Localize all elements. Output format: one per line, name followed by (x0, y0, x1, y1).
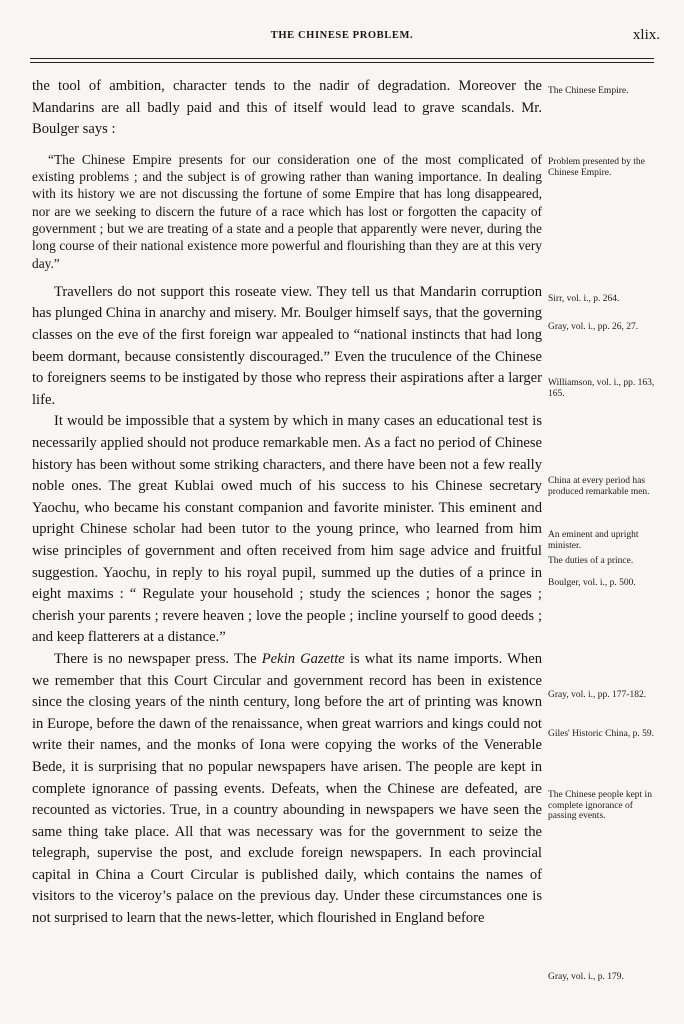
margin-note: Gray, vol. i., p. 179. (548, 972, 624, 982)
margin-note: Sirr, vol. i., p. 264. (548, 294, 620, 304)
page-number: xlix. (632, 27, 660, 43)
margin-note: China at every period has produced remarkable men. (548, 476, 650, 497)
margin-note: The duties of a prince. (548, 556, 634, 566)
main-text-column (32, 76, 542, 930)
paragraph: Travellers do not support this roseate view. They tell us that Mandarin corruption has plunged China in anarchy and misery. Mr. Boulger himself says, that the governing classes on the eve of the first foreign war appealed to “national instincts that had long beem dormant, because consistently discouraged.” Even the truculence of the Chinese to foreigners seems to be instigated by those who repress their aspirations after a larger life. (32, 283, 542, 408)
running-title: THE CHINESE PROBLEM. (270, 30, 414, 41)
margin-note: Giles' Historic China, p. 59. (548, 729, 654, 739)
margin-note: Gray, vol. i., pp. 26, 27. (548, 322, 639, 332)
header-rule (30, 62, 654, 63)
margin-note: Gray, vol. i., pp. 177-182. (548, 690, 647, 700)
margin-note: An eminent and upright minister. (548, 530, 639, 551)
margin-note: Williamson, vol. i., pp. 163, 165. (548, 378, 655, 399)
paragraph: It would be impossible that a system by which in many cases an educational test is necessarily applied should not produce remarkable men. As a fact no period of Chinese history has been without some striking characters, and there have been not a few really noble ones. The great Kublai owed much of his success to his Chinese secretary Yaochu, who became his constant companion and favorite minister. This eminent and upright Chinese scholar had been tutor to the young prince, who learned from him wise principles of government and often received from him sage advice and fruitful suggestion. Yaochu, in reply to his royal pupil, summed up the duties of a prince in eight maxims : “ Regulate your household ; study the sciences ; honor the sages ; cherish your parents ; revere heaven ; love the people ; incline yourself to good deeds ; and keep flatterers at a distance.” (32, 413, 542, 646)
margin-note: The Chinese people kept in complete ignorance of passing events. (548, 790, 652, 821)
paragraph-text: is what its name imports. When we remember that this Court Circular and government record has been in existence since the closing years of the ninth century, long before the art of printing was known in Europe, before the dawn of the renaissance, when great warriors and kings could not write their names, and the monks of Iona were copying the works of the Venerable Bede, it is surprising that no popular newspapers have arisen. The people are kept in complete ignorance of passing events. Defeats, when the Chinese are defeated, are recounted as victories. True, in a country abounding in newspapers we have seen the same thing take place. All that was necessary was for the government to seize the telegraph, supervise the post, and exclude foreign newspapers. In each provincial capital in China a Court Circular is published daily, which contains the names of visitors to the viceroy’s palace on the previous day. Under these circumstances one is not surprised to learn that the news-letter, which flourished in England before (32, 650, 542, 927)
margin-note: The Chinese Empire. (548, 86, 629, 96)
margin-note: Problem presented by the Chinese Empire. (548, 157, 645, 178)
margin-note: Boulger, vol. i., p. 500. (548, 578, 636, 588)
italic-title: Pekin Gazette (261, 650, 345, 667)
header-rule (30, 58, 654, 59)
block-quote: “The Chinese Empire presents for our consideration one of the most complicated of existing problems ; and the subject is of growing rather than waning importance. In dealing with its history we are not discussing the fortune of some Empire that has long disappeared, nor are we seeking to discern the future of a race which has lost or forgotten the capacity of government ; but we are treating of a state and a people that apparently were never, during the long course of their national existence more powerful and flourishing than they are at this very day.” (32, 151, 542, 271)
paragraph (32, 649, 542, 930)
paragraph-text: There is no newspaper press. The (54, 650, 262, 667)
paragraph: the tool of ambition, character tends to the nadir of degradation. Moreover the Mandarins are all badly paid and this of itself would lead to grave scandals. Mr. Boulger says : (32, 78, 542, 138)
